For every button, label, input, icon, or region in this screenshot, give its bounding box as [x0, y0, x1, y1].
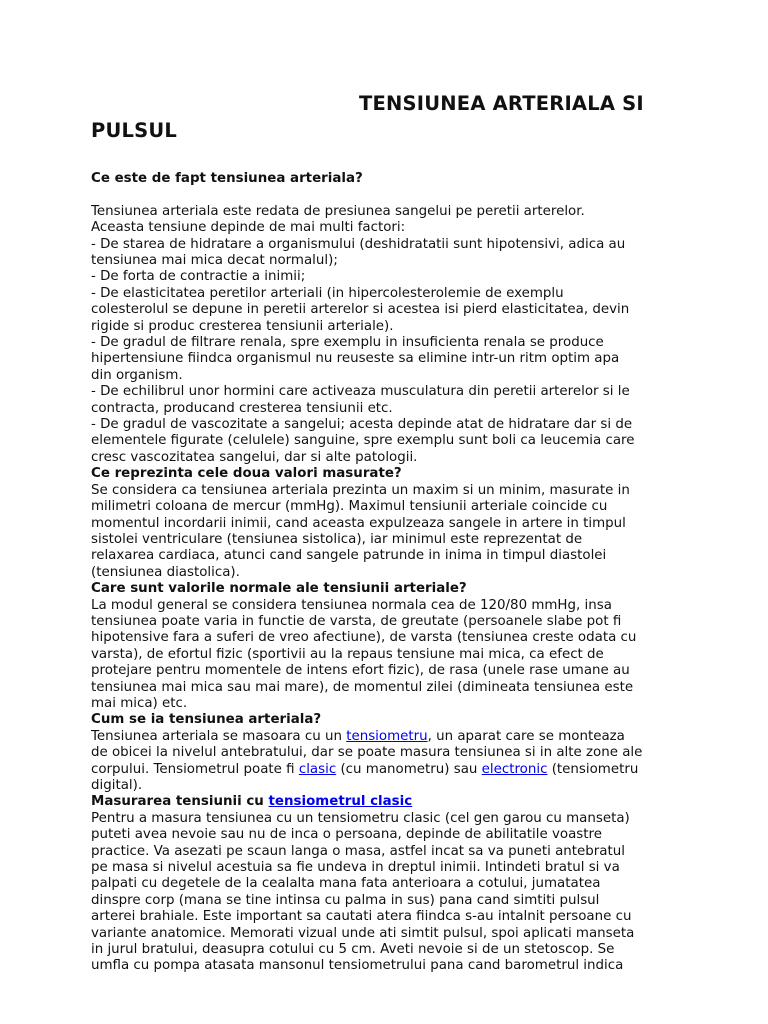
paragraph-line: hipertensiune fiindca organismul nu reuseste sa elimine intr-un ritm optim apa: [91, 351, 620, 367]
paragraph-line: dinspre corp (mana se tine intinsa cu palma in sus) pana cand simtiti pulsul: [91, 892, 600, 908]
text-run: corpului. Tensiometrul poate fi: [91, 761, 299, 777]
section-body-what-is: [91, 204, 691, 467]
paragraph-line: palpati cu degetele de la cealalta mana fata anterioara a cotului, jumatatea: [91, 876, 601, 892]
section-body-normal-values: [91, 598, 691, 713]
paragraph-line: - De starea de hidratare a organismului (deshidratatii sunt hipotensivi, adica au: [91, 236, 626, 252]
paragraph-line: rigide si produc cresterea tensiunii arteriale).: [91, 318, 394, 334]
paragraph-line: - De gradul de filtrare renala, spre exemplu in insuficienta renala se produce: [91, 335, 604, 351]
paragraph-line: (tensiunea diastolica).: [91, 564, 240, 580]
paragraph-line: practice. Va asezati pe scaun langa o masa, astfel incat sa va puneti antebratul: [91, 843, 625, 859]
paragraph-line: Pentru a masura tensiunea cu un tensiometru clasic (cel gen garou cu manseta): [91, 810, 630, 826]
tensiometrul-clasic-link[interactable]: tensiometrul clasic: [268, 794, 413, 810]
heading-text: Masurarea tensiunii cu: [91, 794, 269, 810]
paragraph-line: La modul general se considera tensiunea normala cea de 120/80 mmHg, insa: [91, 597, 612, 613]
section-heading-how-measured: Cum se ia tensiunea arteriala?: [91, 712, 322, 728]
section-heading-what-is: Ce este de fapt tensiunea arteriala?: [91, 171, 363, 186]
paragraph-line: [91, 729, 691, 745]
paragraph-line: variante anatomice. Memorati vizual unde ati simtit pulsul, spoi aplicati manseta: [91, 925, 635, 941]
paragraph-line: tensiunea mai mica decat normalul);: [91, 253, 338, 269]
paragraph-line: Aceasta tensiune depinde de mai multi factori:: [91, 220, 406, 236]
text-run: (cu manometru) sau: [336, 761, 482, 777]
section-body-two-values: [91, 483, 691, 581]
paragraph-line: puteti avea nevoie sau nu de inca o persoana, depinde de abilitatile voastre: [91, 827, 602, 843]
paragraph-line: pe masa si nivelul acestuia sa fie undeva in dreptul inimii. Intindeti bratul si va: [91, 860, 620, 876]
paragraph-line: Se considera ca tensiunea arteriala prezinta un maxim si un minim, masurate in: [91, 482, 630, 498]
paragraph-line: varsta), de efortul fizic (sportivii au la repaus tensiune mai mica, ca efect de: [91, 646, 604, 662]
paragraph-line: - De echilibrul unor hormini care activeaza musculatura din peretii arterelor si le: [91, 384, 630, 400]
paragraph-line: Tensiunea arteriala este redata de presiunea sangelui pe peretii arterelor.: [91, 203, 585, 219]
paragraph-line: relaxarea cardiaca, atunci cand sangele patrunde in inima in timpul diastolei: [91, 548, 607, 564]
paragraph-line: contracta, producand cresterea tensiunii etc.: [91, 400, 393, 416]
paragraph-line: colesterolul se depune in peretii arterelor si acestea isi pierd elasticitatea, devin: [91, 302, 630, 318]
paragraph-line: umfla cu pompa atasata mansonul tensiometrului pana cand barometrul indica: [91, 958, 624, 974]
section-heading-classic-measurement: [91, 794, 691, 810]
paragraph-line: arterei brahiale. Este important sa cautati atera fiindca s-au intalnit persoane cu: [91, 909, 632, 925]
paragraph-line: tensiunea mai mica sau mai mare), de momentul zilei (dimineata tensiunea este: [91, 679, 634, 695]
paragraph-line: de obicei la nivelul antebratului, dar se poate masura tensiunea si in alte zone ale: [91, 745, 643, 761]
paragraph-line: hipotensive fara a suferi de vreo afectiune), de varsta (tensiunea creste odata cu: [91, 630, 637, 646]
document-title: TENSIUNEA ARTERIALA SI PULSUL: [91, 92, 644, 142]
section-heading-two-values: Ce reprezinta cele doua valori masurate?: [91, 466, 402, 482]
tensiometru-link[interactable]: tensiometru: [346, 728, 428, 744]
paragraph-line: - De elasticitatea peretilor arteriali (in hipercolesterolemie de exemplu: [91, 285, 564, 301]
section-body-how-measured: [91, 729, 691, 795]
paragraph-line: digital).: [91, 778, 143, 794]
text-run: , un aparat care se monteaza: [427, 728, 625, 744]
paragraph-line: momentul incordarii inimii, cand aceasta expulzeaza sangele in artere in timpul: [91, 515, 626, 531]
paragraph-line: mai mica) etc.: [91, 695, 188, 711]
paragraph-line: tensiunea poate varia in functie de varsta, de greutate (persoanele slabe pot fi: [91, 613, 622, 629]
paragraph-line: - De gradul de vascozitate a sangelui; acesta depinde atat de hidratare dar si de: [91, 417, 633, 433]
clasic-link[interactable]: clasic: [298, 761, 337, 777]
paragraph-line: protejare pentru momentele de intens efort fizic), de rasa (unele rase umane au: [91, 663, 630, 679]
text-run: (tensiometru: [547, 761, 639, 777]
paragraph-line: milimetri coloana de mercur (mmHg). Maximul tensiunii arteriale coincide cu: [91, 499, 608, 515]
electronic-link[interactable]: electronic: [481, 761, 548, 777]
paragraph-line: - De forta de contractie a inimii;: [91, 269, 306, 285]
section-heading-normal-values: Care sunt valorile normale ale tensiunii arteriale?: [91, 581, 467, 597]
document-page: [91, 90, 691, 975]
text-run: Tensiunea arteriala se masoara cu un: [91, 728, 347, 744]
paragraph-line: in jurul bratului, deasupra cotului cu 5 cm. Aveti nevoie si de un stetoscop. Se: [91, 942, 615, 958]
section-body-classic-measurement: [91, 811, 691, 975]
paragraph-line: sistolei ventriculare (tensiunea sistolica), iar minimul este reprezentat de: [91, 531, 583, 547]
paragraph-line: din organism.: [91, 367, 183, 383]
paragraph-line: cresc vascozitatea sangelui, dar si alte patologii.: [91, 449, 418, 465]
paragraph-line: [91, 762, 691, 778]
paragraph-line: elementele figurate (celulele) sanguine, spre exemplu sunt boli ca leucemia care: [91, 433, 635, 449]
